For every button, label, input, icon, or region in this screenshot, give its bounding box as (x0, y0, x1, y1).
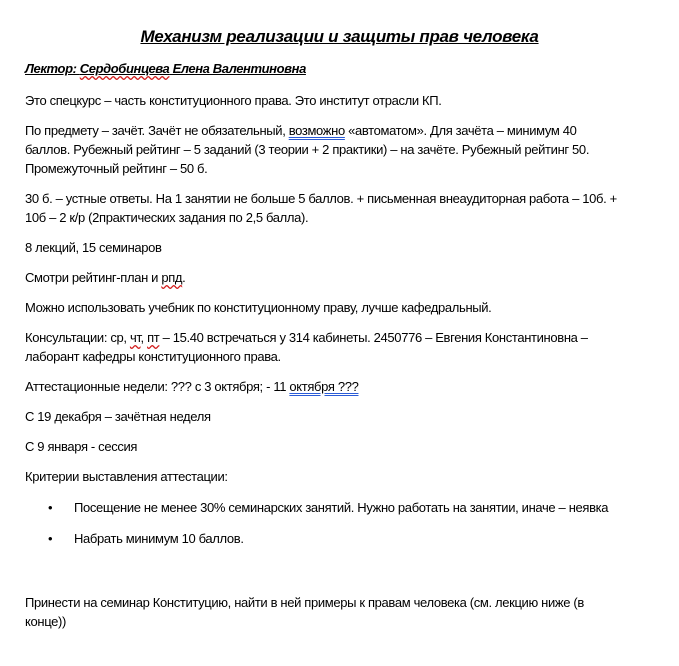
spell-flagged-word: чт (129, 330, 141, 345)
paragraph-closing-line-1: Принести на семинар Конституцию, найти в ней примеры к правам человека (см. лекцию ниже (в (25, 595, 584, 610)
lector-surname: Сердобинцева (79, 61, 170, 76)
paragraph-session: С 9 января - сессия (25, 439, 138, 454)
paragraph-criteria-heading: Критерии выставления аттестации: (25, 469, 228, 484)
spell-flagged-word: рпд (161, 270, 183, 285)
page-title: Механизм реализации и защиты прав человека (140, 27, 539, 46)
paragraph-credit-week: С 19 декабря – зачётная неделя (25, 409, 211, 424)
text: По предмету – зачёт. Зачёт не обязательный, (25, 123, 289, 138)
spell-flagged-word: пт (147, 330, 160, 345)
text: Смотри рейтинг-план и (25, 270, 162, 285)
text: «автоматом». Для зачёта – минимум 40 (344, 123, 577, 138)
paragraph-credit-line-2: баллов. Рубежный рейтинг – 5 заданий (3 теории + 2 практики) – на зачёте. Рубежный рейтинг 50. (25, 142, 590, 157)
text: . (182, 270, 186, 285)
paragraph-textbook: Можно использовать учебник по конституционному праву, лучше кафедральный. (25, 300, 492, 315)
text: , (140, 330, 148, 345)
text: – 15.40 встречаться у 314 кабинеты. 2450776 – Евгения Константиновна – (159, 330, 588, 345)
paragraph-rating-plan (25, 268, 185, 288)
bullet-icon: • (48, 500, 53, 515)
paragraph-consultations-line-2: лаборант кафедры конституционного права. (25, 349, 281, 364)
paragraph-credit-line-3: Промежуточный рейтинг – 50 б. (25, 161, 208, 176)
paragraph-credit-line-1 (25, 121, 576, 141)
paragraph-consultations-line-1 (25, 328, 588, 348)
grammar-flagged-word: возможно (288, 123, 345, 138)
paragraph-course-info: Это спецкурс – часть конституционного права. Это институт отрасли КП. (25, 93, 442, 108)
lector-line (25, 61, 306, 76)
grammar-flagged-word: октября ??? (289, 379, 359, 394)
text: Консультации: ср, (25, 330, 130, 345)
list-item: Посещение не менее 30% семинарских занятий. Нужно работать на занятии, иначе – неявка (74, 500, 609, 515)
list-item: Набрать минимум 10 баллов. (74, 531, 244, 546)
paragraph-points-line-1: 30 б. – устные ответы. На 1 занятии не больше 5 баллов. + письменная внеаудиторная работа – 10б. + (25, 191, 617, 206)
lector-name: Елена Валентиновна (169, 61, 306, 76)
text: Аттестационные недели: ??? с 3 октября; - 11 (25, 379, 290, 394)
paragraph-points-line-2: 10б – 2 к/р (2практических задания по 2,5 балла). (25, 210, 309, 225)
lector-prefix: Лектор: (25, 61, 80, 76)
paragraph-attestation-weeks (25, 377, 358, 397)
bullet-icon: • (48, 531, 53, 546)
paragraph-lectures-count: 8 лекций, 15 семинаров (25, 240, 162, 255)
paragraph-closing-line-2: конце)) (25, 614, 66, 629)
